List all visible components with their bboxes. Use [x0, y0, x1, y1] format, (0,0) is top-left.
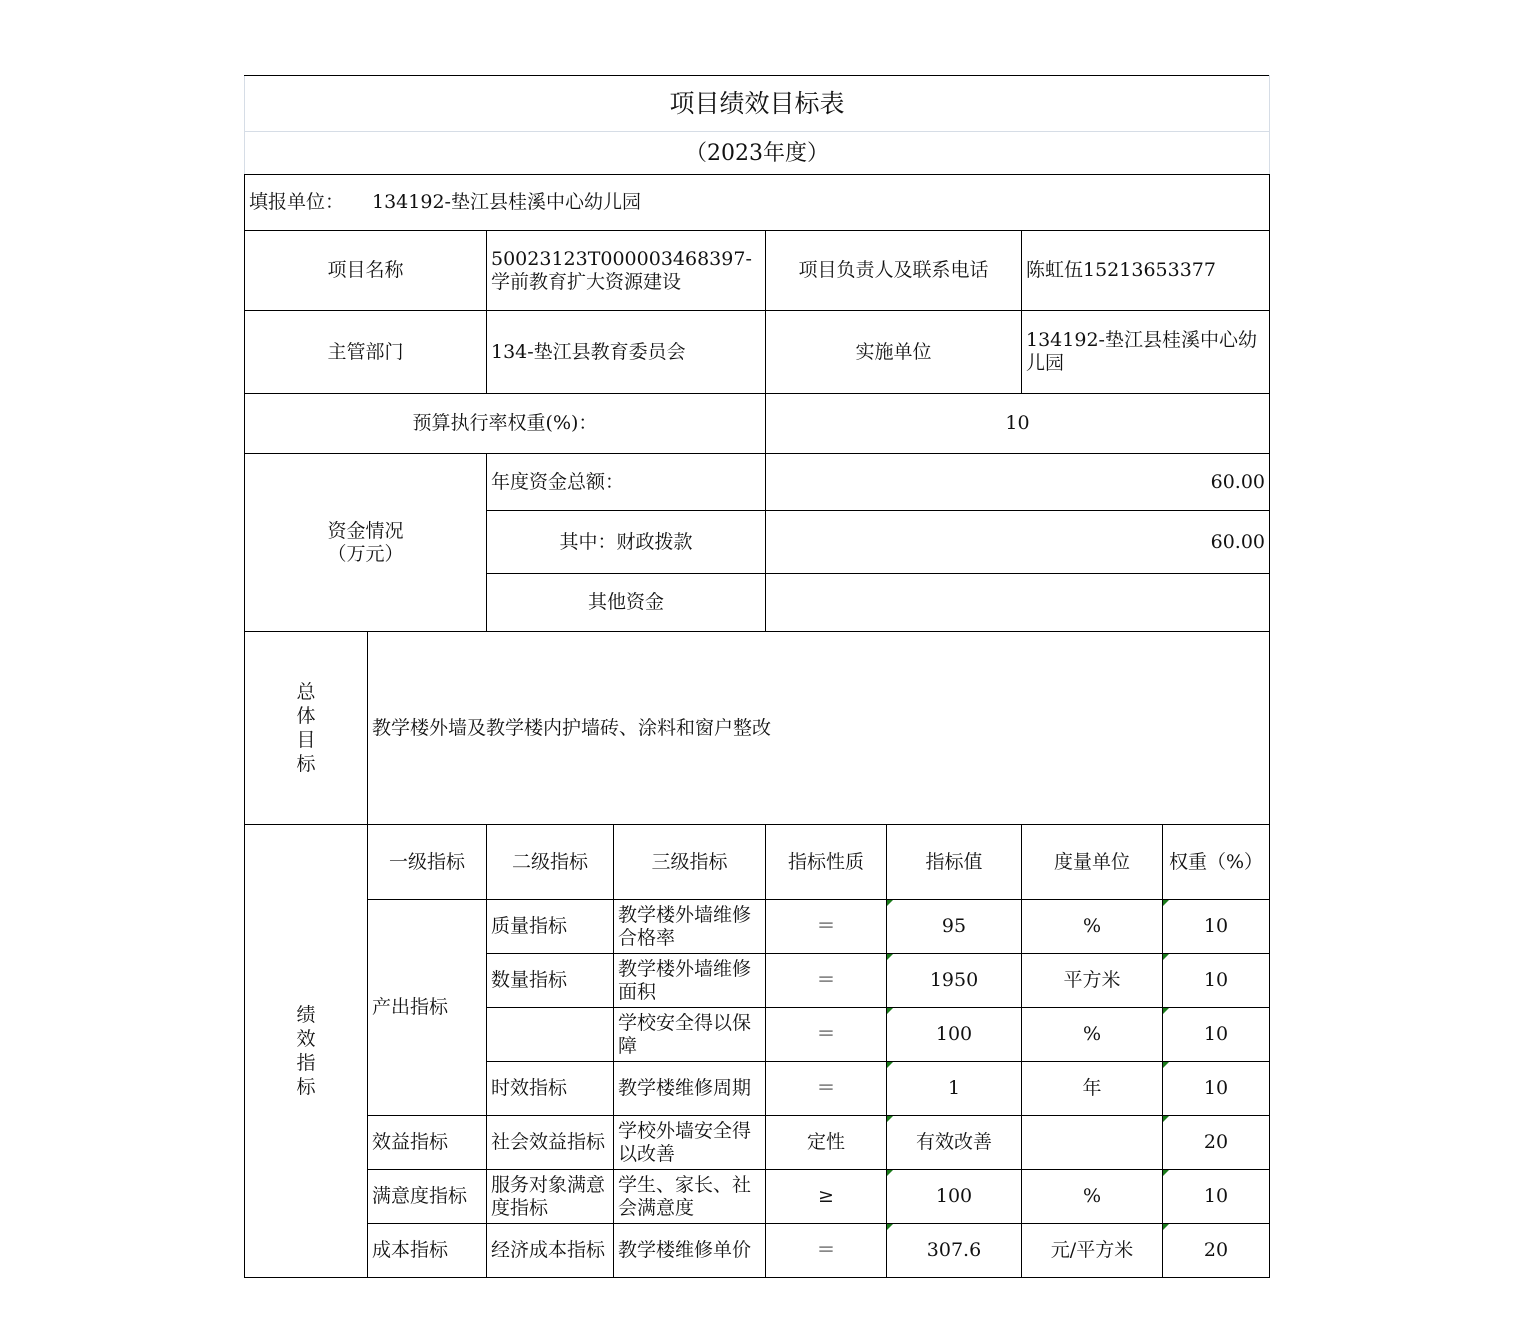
l2-cell: 服务对象满意度指标	[487, 1170, 614, 1224]
l1-cell: 效益指标	[368, 1116, 487, 1170]
l2-cell: 时效指标	[487, 1062, 614, 1116]
header-weight: 权重（%）	[1163, 825, 1270, 900]
table-row	[245, 900, 1270, 954]
budget-weight-label: 预算执行率权重(%)：	[245, 394, 766, 454]
unit-cell: 元/平方米	[1022, 1224, 1163, 1278]
l3-cell: 教学楼维修单价	[614, 1224, 766, 1278]
weight-cell: 10	[1163, 954, 1270, 1008]
weight-cell: 10	[1163, 1008, 1270, 1062]
funds-label	[245, 454, 487, 632]
l3-cell: 学生、家长、社会满意度	[614, 1170, 766, 1224]
value-cell: 100	[887, 1008, 1022, 1062]
funds-other-value	[766, 574, 1270, 632]
table-row	[245, 1170, 1270, 1224]
unit-cell: %	[1022, 900, 1163, 954]
l2-cell	[487, 1008, 614, 1062]
table-row	[245, 1116, 1270, 1170]
weight-cell: 10	[1163, 900, 1270, 954]
funds-other-label: 其他资金	[487, 574, 766, 632]
table-title: 项目绩效目标表	[245, 76, 1270, 132]
l2-cell: 社会效益指标	[487, 1116, 614, 1170]
l1-cell: 满意度指标	[368, 1170, 487, 1224]
budget-weight-value: 10	[766, 394, 1270, 454]
unit-cell	[1022, 1116, 1163, 1170]
l2-cell: 质量指标	[487, 900, 614, 954]
contact-label: 项目负责人及联系电话	[766, 231, 1022, 311]
value-cell: 1950	[887, 954, 1022, 1008]
weight-cell: 10	[1163, 1170, 1270, 1224]
funds-fiscal-label: 其中：财政拨款	[487, 511, 766, 574]
header-l2: 二级指标	[487, 825, 614, 900]
performance-target-table	[244, 75, 1270, 1278]
header-l3: 三级指标	[614, 825, 766, 900]
nature-cell: ＝	[766, 1062, 887, 1116]
l3-cell: 学校安全得以保障	[614, 1008, 766, 1062]
value-cell: 307.6	[887, 1224, 1022, 1278]
nature-cell: ＝	[766, 900, 887, 954]
indicators-label	[245, 825, 368, 1278]
unit-value: 134192-垫江县桂溪中心幼儿园	[368, 175, 1270, 231]
header-l1: 一级指标	[368, 825, 487, 900]
header-nature: 指标性质	[766, 825, 887, 900]
funds-total-label: 年度资金总额：	[487, 454, 766, 511]
goal-value: 教学楼外墙及教学楼内护墙砖、涂料和窗户整改	[368, 632, 1270, 825]
nature-cell: ＝	[766, 1008, 887, 1062]
l2-cell: 经济成本指标	[487, 1224, 614, 1278]
header-unit: 度量单位	[1022, 825, 1163, 900]
value-cell: 1	[887, 1062, 1022, 1116]
value-cell: 有效改善	[887, 1116, 1022, 1170]
unit-cell: 平方米	[1022, 954, 1163, 1008]
impl-value: 134192-垫江县桂溪中心幼儿园	[1022, 311, 1270, 394]
nature-cell: 定性	[766, 1116, 887, 1170]
header-value: 指标值	[887, 825, 1022, 900]
contact-value: 陈虹伍15213653377	[1022, 231, 1270, 311]
value-cell: 100	[887, 1170, 1022, 1224]
funds-total-value: 60.00	[766, 454, 1270, 511]
funds-fiscal-value: 60.00	[766, 511, 1270, 574]
unit-cell: %	[1022, 1008, 1163, 1062]
table-row	[245, 1224, 1270, 1278]
indicators-label-text: 绩效指标	[296, 1004, 316, 1098]
weight-cell: 20	[1163, 1116, 1270, 1170]
weight-cell: 20	[1163, 1224, 1270, 1278]
goal-label	[245, 632, 368, 825]
l3-cell: 学校外墙安全得以改善	[614, 1116, 766, 1170]
project-name-value: 50023123T000003468397-学前教育扩大资源建设	[487, 231, 766, 311]
l2-cell: 数量指标	[487, 954, 614, 1008]
funds-label-text: 资金情况（万元）	[327, 519, 404, 565]
nature-cell: ≥	[766, 1170, 887, 1224]
l1-cell: 成本指标	[368, 1224, 487, 1278]
dept-value: 134-垫江县教育委员会	[487, 311, 766, 394]
project-name-label: 项目名称	[245, 231, 487, 311]
nature-cell: ＝	[766, 954, 887, 1008]
l3-cell: 教学楼维修周期	[614, 1062, 766, 1116]
unit-cell: %	[1022, 1170, 1163, 1224]
goal-label-text: 总体目标	[296, 681, 316, 775]
l3-cell: 教学楼外墙维修面积	[614, 954, 766, 1008]
dept-label: 主管部门	[245, 311, 487, 394]
l1-cell: 产出指标	[368, 900, 487, 1116]
unit-label: 填报单位：	[245, 175, 368, 231]
l3-cell: 教学楼外墙维修合格率	[614, 900, 766, 954]
value-cell: 95	[887, 900, 1022, 954]
unit-cell: 年	[1022, 1062, 1163, 1116]
weight-cell: 10	[1163, 1062, 1270, 1116]
nature-cell: ＝	[766, 1224, 887, 1278]
impl-label: 实施单位	[766, 311, 1022, 394]
table-year: （2023年度）	[245, 132, 1270, 175]
